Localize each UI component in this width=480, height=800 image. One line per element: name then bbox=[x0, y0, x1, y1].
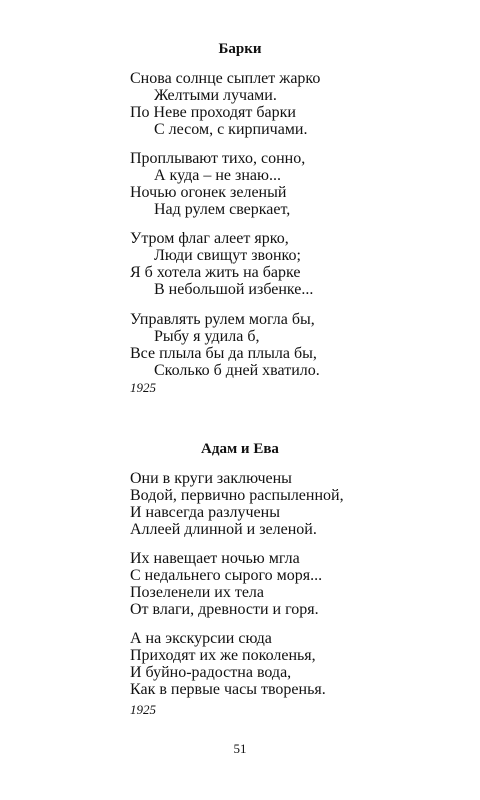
verse-line: А куда – не знаю... bbox=[154, 167, 281, 184]
stanza bbox=[130, 470, 344, 538]
verse-line: Снова солнце сыплет жарко bbox=[130, 70, 321, 87]
verse-line: Их навещает ночью мгла bbox=[130, 550, 300, 567]
verse-line: А на экскурсии сюда bbox=[130, 630, 272, 647]
verse-line: Над рулем сверкает, bbox=[154, 201, 291, 218]
verse-line: Люди свищут звонко; bbox=[154, 247, 301, 264]
verse-line: Они в круги заключены bbox=[130, 470, 292, 487]
verse-line: С лесом, с кирпичами. bbox=[154, 121, 308, 138]
verse-line: С недальнего сырого моря... bbox=[130, 567, 323, 584]
poem-title-barki: Барки bbox=[218, 41, 262, 57]
verse-line: Приходят их же поколенья, bbox=[130, 647, 316, 664]
stanza bbox=[130, 230, 313, 298]
stanza bbox=[130, 630, 326, 698]
verse-line: Как в первые часы творенья. bbox=[130, 681, 326, 698]
page-number: 51 bbox=[233, 741, 247, 756]
stanza bbox=[130, 150, 305, 218]
verse-line: Водой, первично распыленной, bbox=[130, 487, 344, 504]
verse-line: И буйно-радостна вода, bbox=[130, 664, 292, 681]
stanza bbox=[130, 550, 322, 618]
verse-line: Я б хотела жить на барке bbox=[130, 264, 301, 281]
verse-line: И навсегда разлучены bbox=[130, 504, 280, 521]
verse-line: Управлять рулем могла бы, bbox=[130, 311, 315, 328]
poem-date: 1925 bbox=[130, 702, 156, 717]
poem-date: 1925 bbox=[130, 380, 156, 395]
verse-line: Аллеей длинной и зеленой. bbox=[130, 521, 317, 538]
verse-line: Утром флаг алеет ярко, bbox=[130, 230, 289, 247]
verse-line: В небольшой избенке... bbox=[154, 281, 314, 298]
stanza bbox=[130, 311, 320, 379]
stanza bbox=[130, 70, 320, 138]
verse-line: Ночью огонек зеленый bbox=[130, 184, 287, 201]
verse-line: Рыбу я удила б, bbox=[154, 328, 260, 345]
verse-line: Все плыла бы да плыла бы, bbox=[130, 345, 317, 362]
verse-line: Позеленели их тела bbox=[130, 584, 265, 601]
verse-line: Желтыми лучами. bbox=[154, 87, 277, 104]
verse-line: Сколько б дней хватило. bbox=[154, 362, 320, 379]
verse-line: Проплывают тихо, сонно, bbox=[130, 150, 306, 167]
verse-line: От влаги, древности и горя. bbox=[130, 601, 319, 618]
verse-line: По Неве проходят барки bbox=[130, 104, 296, 121]
poem-title-adam-i-eva: Адам и Ева bbox=[201, 441, 279, 457]
